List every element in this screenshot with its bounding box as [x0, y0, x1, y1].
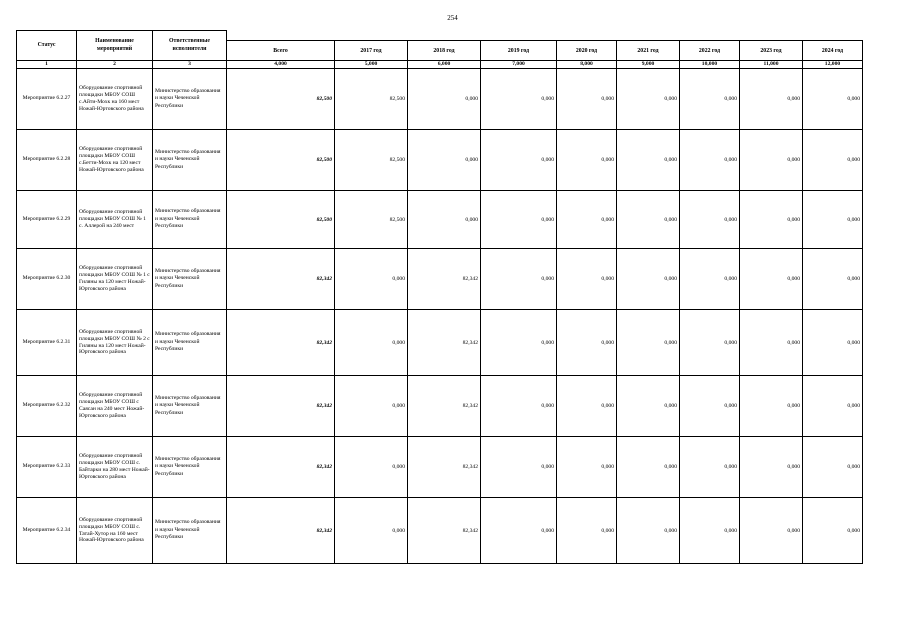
- row-year-value: 0,000: [680, 130, 740, 191]
- table-row: [17, 130, 863, 191]
- row-year-value: 0,000: [803, 69, 863, 130]
- row-name: Оборудование спортивной площадки МБОУ СОШ № 1 с. Аллерой на 240 мест: [77, 191, 153, 249]
- table-row: [17, 249, 863, 310]
- row-total: 82,342: [227, 310, 335, 376]
- row-year-value: 0,000: [680, 376, 740, 437]
- column-number: 8,000: [557, 61, 617, 69]
- row-year-value: 0,000: [803, 130, 863, 191]
- row-year-value: 0,000: [617, 191, 680, 249]
- row-status: Мероприятие 6.2.32: [17, 376, 77, 437]
- header-row: [17, 31, 863, 41]
- row-year-value: 0,000: [557, 249, 617, 310]
- row-year-value: 0,000: [680, 498, 740, 564]
- row-year-value: 0,000: [617, 249, 680, 310]
- row-year-value: 0,000: [481, 249, 557, 310]
- row-year-value: 0,000: [803, 191, 863, 249]
- row-year-value: 0,000: [680, 69, 740, 130]
- row-year-value: 82,500: [335, 69, 408, 130]
- table-row: [17, 191, 863, 249]
- column-number: 4,000: [227, 61, 335, 69]
- row-year-value: 0,000: [481, 310, 557, 376]
- row-year-value: 0,000: [617, 310, 680, 376]
- row-status: Мероприятие 6.2.33: [17, 437, 77, 498]
- column-number: 7,000: [481, 61, 557, 69]
- table-row: [17, 498, 863, 564]
- row-total: 82,342: [227, 498, 335, 564]
- header-year: 2018 год: [408, 41, 481, 61]
- row-year-value: 0,000: [803, 249, 863, 310]
- row-year-value: 0,000: [617, 69, 680, 130]
- row-year-value: 0,000: [557, 69, 617, 130]
- row-year-value: 0,000: [481, 69, 557, 130]
- row-year-value: 0,000: [335, 498, 408, 564]
- row-year-value: 0,000: [803, 437, 863, 498]
- row-status: Мероприятие 6.2.34: [17, 498, 77, 564]
- row-year-value: 0,000: [557, 191, 617, 249]
- row-year-value: 0,000: [481, 498, 557, 564]
- row-name: Оборудование спортивной площадки МБОУ СОШ № 1 с Гиляны на 120 мест Ножай-Юртовского района: [77, 249, 153, 310]
- row-year-value: 0,000: [481, 191, 557, 249]
- row-year-value: 82,342: [408, 310, 481, 376]
- row-status: Мероприятие 6.2.29: [17, 191, 77, 249]
- table-row: [17, 69, 863, 130]
- row-year-value: 0,000: [617, 130, 680, 191]
- row-total: 82,342: [227, 376, 335, 437]
- row-executor: Министерство образования и науки Чеченской Республики: [153, 69, 227, 130]
- row-year-value: 0,000: [335, 249, 408, 310]
- row-year-value: 82,342: [408, 249, 481, 310]
- column-number: 9,000: [617, 61, 680, 69]
- row-executor: Министерство образования и науки Чеченской Республики: [153, 498, 227, 564]
- header-status: Статус: [17, 31, 77, 61]
- row-name: Оборудование спортивной площадки МБОУ СОШ с. Татай-Хутор на 160 мест Ножай-Юртовского района: [77, 498, 153, 564]
- row-executor: Министерство образования и науки Чеченской Республики: [153, 191, 227, 249]
- header-name: Наименование мероприятий: [77, 31, 153, 61]
- row-year-value: 82,342: [408, 498, 481, 564]
- header-year: 2021 год: [617, 41, 680, 61]
- row-total: 82,500: [227, 191, 335, 249]
- row-year-value: 0,000: [803, 498, 863, 564]
- column-number: 11,000: [740, 61, 803, 69]
- column-number: 1: [17, 61, 77, 69]
- row-year-value: 0,000: [617, 437, 680, 498]
- row-year-value: 0,000: [481, 437, 557, 498]
- column-numbers-row: [17, 61, 863, 69]
- header-year: 2020 год: [557, 41, 617, 61]
- table-row: [17, 310, 863, 376]
- row-year-value: 82,500: [335, 191, 408, 249]
- column-number: 12,000: [803, 61, 863, 69]
- row-year-value: 0,000: [335, 310, 408, 376]
- row-executor: Министерство образования и науки Чеченской Республики: [153, 437, 227, 498]
- budget-table: [16, 30, 863, 564]
- row-total: 82,342: [227, 437, 335, 498]
- row-year-value: 0,000: [335, 376, 408, 437]
- page-number: 254: [447, 14, 458, 22]
- row-total: 82,342: [227, 249, 335, 310]
- table-row: [17, 376, 863, 437]
- column-number: 5,000: [335, 61, 408, 69]
- row-name: Оборудование спортивной площадки МБОУ СОШ с.Бетти-Мохк на 120 мест Ножай-Юртовского района: [77, 130, 153, 191]
- row-status: Мероприятие 6.2.30: [17, 249, 77, 310]
- row-year-value: 82,500: [335, 130, 408, 191]
- header-executors: Ответственные исполнители: [153, 31, 227, 61]
- row-executor: Министерство образования и науки Чеченской Республики: [153, 376, 227, 437]
- column-number: 2: [77, 61, 153, 69]
- row-total: 82,500: [227, 130, 335, 191]
- row-name: Оборудование спортивной площадки МБОУ СОШ № 2 с Гиляны на 120 мест Ножай-Юртовского района: [77, 310, 153, 376]
- row-year-value: 0,000: [740, 191, 803, 249]
- row-year-value: 82,342: [408, 437, 481, 498]
- row-year-value: 0,000: [740, 498, 803, 564]
- row-year-value: 0,000: [617, 376, 680, 437]
- row-year-value: 82,342: [408, 376, 481, 437]
- row-name: Оборудование спортивной площадки МБОУ СОШ с.Айти-Мохк на 160 мест Ножай-Юртовского района: [77, 69, 153, 130]
- column-number: 3: [153, 61, 227, 69]
- row-executor: Министерство образования и науки Чеченской Республики: [153, 310, 227, 376]
- header-year: 2024 год: [803, 41, 863, 61]
- header-total: Всего: [227, 41, 335, 61]
- row-year-value: 0,000: [557, 376, 617, 437]
- row-year-value: 0,000: [803, 310, 863, 376]
- row-executor: Министерство образования и науки Чеченской Республики: [153, 249, 227, 310]
- row-year-value: 0,000: [557, 437, 617, 498]
- row-year-value: 0,000: [680, 191, 740, 249]
- row-year-value: 0,000: [680, 310, 740, 376]
- row-year-value: 0,000: [740, 376, 803, 437]
- header-year: 2023 год: [740, 41, 803, 61]
- row-year-value: 0,000: [740, 249, 803, 310]
- header-year: 2019 год: [481, 41, 557, 61]
- row-year-value: 0,000: [481, 376, 557, 437]
- header-spacer: [227, 31, 863, 41]
- row-name: Оборудование спортивной площадки МБОУ СОШ с Саясан на 240 мест Ножай-Юртовского района: [77, 376, 153, 437]
- row-year-value: 0,000: [740, 69, 803, 130]
- row-year-value: 0,000: [557, 498, 617, 564]
- row-year-value: 0,000: [335, 437, 408, 498]
- row-total: 82,500: [227, 69, 335, 130]
- row-year-value: 0,000: [481, 130, 557, 191]
- header-year: 2017 год: [335, 41, 408, 61]
- row-name: Оборудование спортивной площадки МБОУ СОШ с. Байтарки на 280 мест Ножай-Юртовского района: [77, 437, 153, 498]
- table-row: [17, 437, 863, 498]
- row-year-value: 0,000: [617, 498, 680, 564]
- header-year: 2022 год: [680, 41, 740, 61]
- row-year-value: 0,000: [408, 69, 481, 130]
- row-year-value: 0,000: [557, 310, 617, 376]
- row-year-value: 0,000: [740, 437, 803, 498]
- row-year-value: 0,000: [680, 249, 740, 310]
- row-year-value: 0,000: [557, 130, 617, 191]
- column-number: 6,000: [408, 61, 481, 69]
- row-year-value: 0,000: [408, 130, 481, 191]
- row-year-value: 0,000: [803, 376, 863, 437]
- row-status: Мероприятие 6.2.28: [17, 130, 77, 191]
- row-status: Мероприятие 6.2.31: [17, 310, 77, 376]
- row-year-value: 0,000: [740, 310, 803, 376]
- row-status: Мероприятие 6.2.27: [17, 69, 77, 130]
- row-executor: Министерство образования и науки Чеченской Республики: [153, 130, 227, 191]
- column-number: 10,000: [680, 61, 740, 69]
- row-year-value: 0,000: [680, 437, 740, 498]
- row-year-value: 0,000: [408, 191, 481, 249]
- row-year-value: 0,000: [740, 130, 803, 191]
